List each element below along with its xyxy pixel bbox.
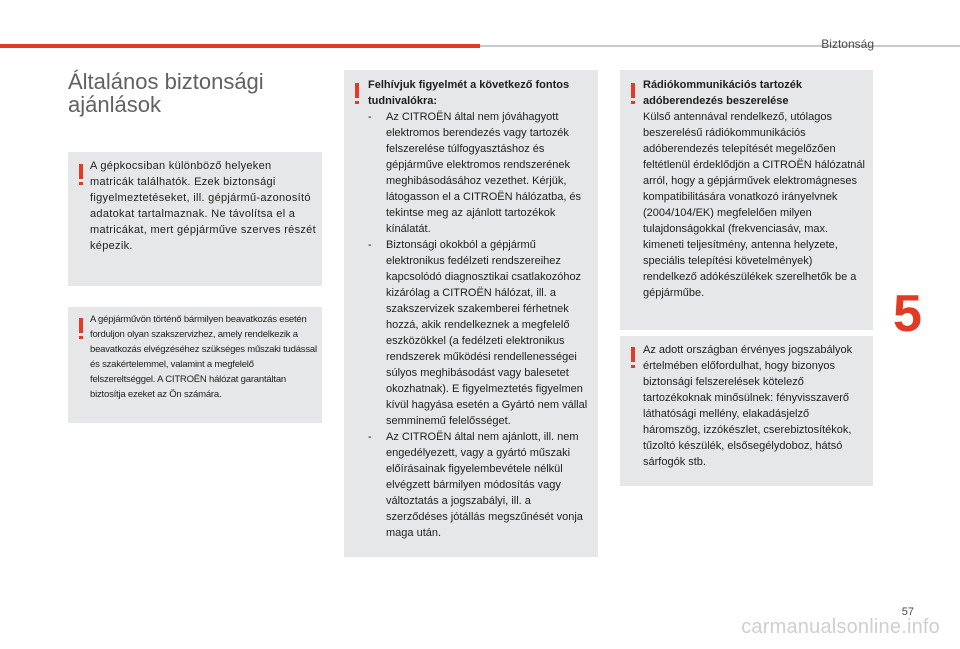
warning-content [643,77,867,301]
warning-content [368,77,592,541]
warning-box-radio [620,70,873,330]
list-item: - Biztonsági okokból a gépjármű elektronikus fedélzeti rendszereihez kapcsolódó diagnosztikai csatlakozóhoz kizárólag a CITROËN hálózat, ill. a szakszervizek szakemberei férhetnek hozzá, akik rendelkeznek a megfelelő eszközökkel (a fedélzeti elektronikus rendszerek működési rendellenességei súlyos meghibásodást vagy balesetet okozhatnak). E figyelmeztetés figyelmen kívül hagyása esetén a Gyártó nem vállal semminemű felelősséget. [368,237,592,429]
section-label: Biztonság [821,37,874,51]
warning-text: Külső antennával rendelkező, utólagos beszerelésű rádiókommunikációs adóberendezés telepítését megelőzően feltétlenül érdeklődjön a CITROËN hálózatnál arról, hogy a gépjárművek elektromágneses kompatibilitására vonatkozó irányelvnek (2004/104/EK) megfelelően milyen tulajdonságokkal (frekvenciasáv, max. kimeneti teljesítmény, antenna helyzete, speciális telepítési követelmények) rendelkező adókészülékek szerelhetők be a gépjárműbe. [643,111,865,299]
header-accent-rule [0,44,480,48]
warning-icon [79,318,83,333]
warning-text: A gépjárművön történő bármilyen beavatkozás esetén forduljon olyan szakszervizhez, amely rendelkezik a beavatkozás elvégzéséhez szükséges műszaki tudással és szakértelemmel, valamint a megfelelő felszereltséggel. A CITROËN hálózat garantáltan biztosítja ezeket az Ön számára. [90,314,317,400]
warning-icon [631,83,635,98]
warning-box-important [344,70,598,557]
warning-list [368,109,592,541]
warning-icon [631,347,635,362]
page-title: Általános biztonsági ajánlások [68,69,264,117]
chapter-number: 5 [893,285,922,343]
warning-icon [355,83,359,98]
list-item: - Az CITROËN által nem jóváhagyott elektromos berendezés vagy tartozék felszerelése túlfogyasztáshoz és gépjárműve elektromos rendszerének meghibásodásához vezethet. Kérjük, látogasson el a CITROËN hálózatba, és tekintse meg az ajánlott tartozékok kínálatát. [368,109,592,237]
warning-icon [79,164,83,179]
list-item: - Az CITROËN által nem ajánlott, ill. nem engedélyezett, vagy a gyártó műszaki előírásainak figyelembevétele nélkül elvégzett bármilyen módosítás vagy változtatás a jogszabályi, ill. a szerződéses jótállás megszűnését vonja maga után. [368,429,592,541]
header-rule [480,45,960,47]
page-number: 57 [901,606,914,618]
warning-text: Az adott országban érvényes jogszabályok értelmében előfordulhat, hogy bizonyos biztonsági felszerelések kötelező tartozékoknak minősülnek: fényvisszaverő láthatósági mellény, elakadásjelző háromszög, izzókészlet, cserebiztosítékok, tűzoltó készülék, elsősegélydoboz, hátsó sárfogók stb. [643,344,853,468]
warning-heading: Felhívjuk figyelmét a következő fontos tudnivalókra: [368,79,570,107]
warning-text: A gépkocsiban különböző helyeken matricák találhatók. Ezek biztonsági figyelmeztetéseket, ill. gépjármű-azonosító adatokat tartalmaznak. Ne távolítsa el a matricákat, mert gépjárműve szerves részét képezik. [90,160,316,252]
warning-box-stickers [68,152,322,286]
warning-heading: Rádiókommunikációs tartozék adóberendezés beszerelése [643,79,802,107]
watermark: carmanualsonline.info [741,616,940,638]
warning-box-service [68,307,322,423]
warning-box-equipment [620,336,873,486]
